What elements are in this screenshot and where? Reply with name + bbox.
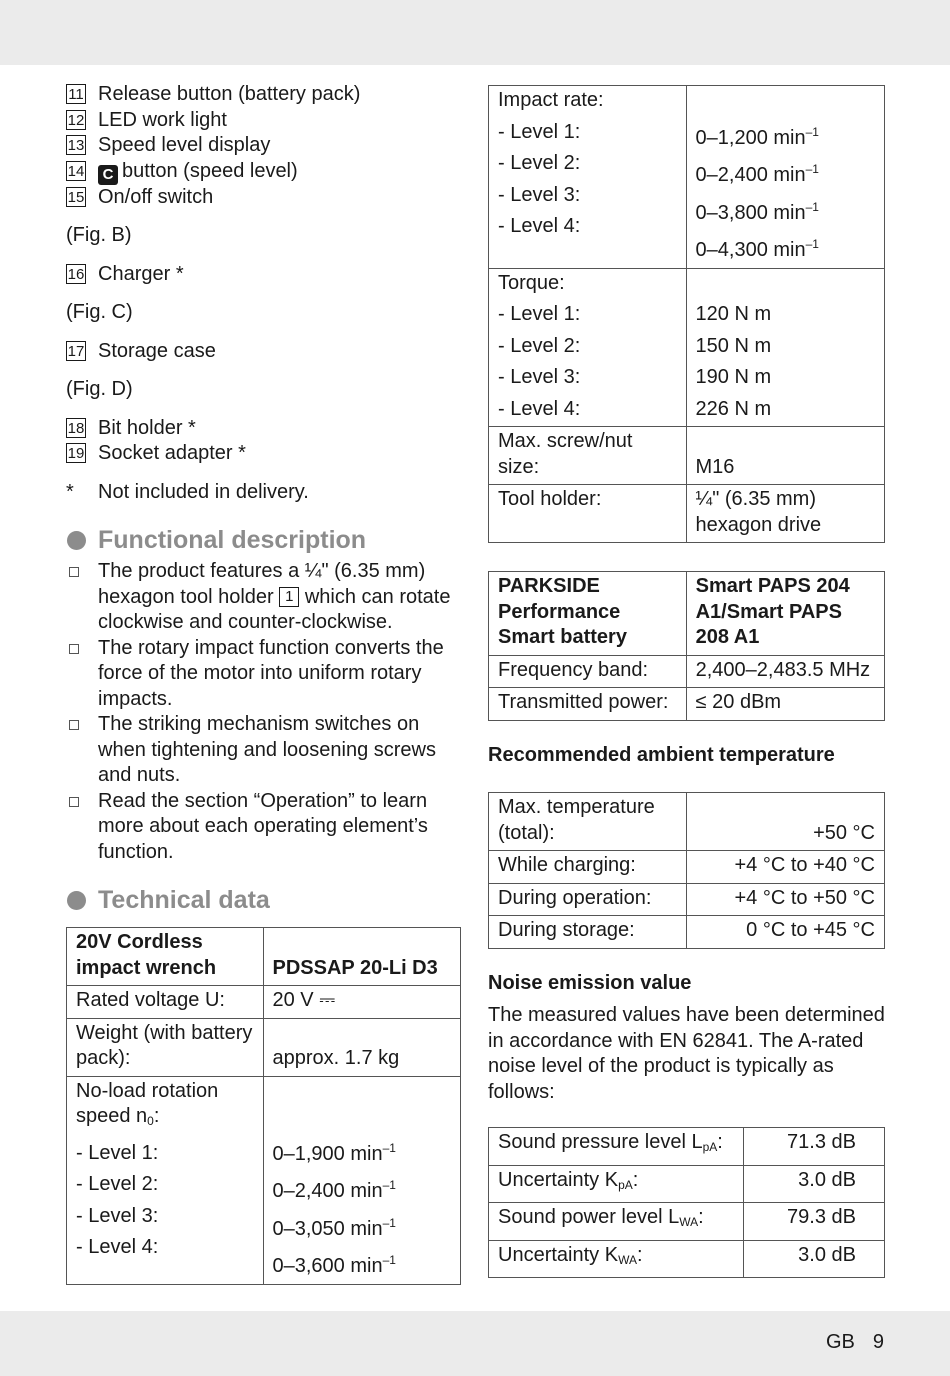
table-row — [489, 793, 885, 851]
noise-label: Uncertainty K — [498, 1168, 619, 1191]
table-row — [489, 883, 885, 916]
table-cell: +4 °C to +40 °C — [686, 851, 884, 884]
part-label: Socket adapter * — [98, 442, 246, 464]
part-label: Release button (battery pack) — [98, 83, 361, 105]
product-label: 20V Cordless impact wrench — [76, 931, 217, 979]
noise-table — [488, 1127, 885, 1278]
table-cell: ≤ 20 dBm — [686, 688, 884, 721]
noise-value: 79.3 — [787, 1206, 826, 1228]
table-cell — [744, 1128, 885, 1166]
table-row — [489, 688, 885, 721]
level-label: - Level 1: — [498, 303, 581, 325]
table-cell — [686, 572, 884, 656]
tech-data-table-continued — [488, 85, 885, 543]
table-cell — [489, 572, 687, 656]
noise-value: 71.3 — [787, 1131, 826, 1153]
level-value: 0–3,800 min — [695, 201, 806, 224]
colon: : — [698, 1206, 704, 1228]
figure-ref: (Fig. C) — [66, 301, 133, 323]
noise-unit: dB — [831, 1168, 856, 1191]
bullet-text: The rotary impact function converts the force of the motor into uniform rotary impacts. — [98, 636, 444, 710]
table-row — [489, 1240, 885, 1278]
ambient-heading: Recommended ambient temperature — [488, 743, 835, 766]
table-cell: Rated voltage U: — [67, 986, 264, 1019]
table-cell: Transmitted power: — [489, 688, 687, 721]
part-label: Bit holder * — [98, 416, 196, 439]
table-cell: M16 — [686, 427, 884, 485]
noise-unit: dB — [831, 1131, 856, 1153]
table-cell: While charging: — [489, 851, 687, 884]
colon: : — [153, 1105, 160, 1127]
bullet-text: The product features a ¼" (6.35 mm) hexagon tool holder — [98, 560, 426, 608]
superscript: –1 — [382, 1215, 396, 1230]
footnote-text: Not included in delivery. — [98, 480, 309, 503]
heading-text: Functional description — [98, 526, 367, 554]
table-cell: +4 °C to +50 °C — [686, 883, 884, 916]
level-value: 0–1,200 min — [695, 126, 806, 149]
part-item — [66, 133, 461, 159]
tech-data-table — [66, 927, 461, 1285]
level-value: 0–2,400 min — [695, 164, 806, 186]
level-label: - Level 2: — [76, 1173, 159, 1195]
checkbox-bullet-icon — [69, 567, 79, 577]
part-label: button (speed level) — [122, 159, 298, 182]
level-label: - Level 1: — [76, 1141, 159, 1164]
table-cell: +50 °C — [686, 793, 884, 851]
colon: : — [632, 1168, 639, 1191]
table-cell: 2,400–2,483.5 MHz — [686, 655, 884, 688]
heading-text: Technical data — [98, 886, 270, 914]
level-value: 0–2,400 min — [272, 1180, 383, 1202]
page-number: 9 — [872, 1331, 884, 1353]
table-cell: Frequency band: — [489, 655, 687, 688]
table-row — [489, 1203, 885, 1241]
noise-heading: Noise emission value — [488, 971, 692, 994]
part-number: 15 — [67, 188, 85, 206]
superscript: –1 — [805, 162, 819, 176]
list-item — [66, 712, 461, 789]
table-cell: During operation: — [489, 883, 687, 916]
part-item — [66, 108, 461, 134]
superscript: –1 — [805, 199, 819, 214]
part-number: 13 — [67, 137, 85, 154]
part-item — [66, 82, 461, 108]
table-cell: Weight (with battery pack): — [67, 1018, 264, 1076]
level-value: 0–1,900 min — [272, 1142, 383, 1165]
top-band — [0, 0, 950, 65]
level-label: - Level 4: — [76, 1236, 159, 1258]
part-label: Storage case — [98, 339, 216, 362]
part-item — [66, 262, 461, 288]
subscript: WA — [618, 1252, 637, 1267]
product-model: PDSSAP 20-Li D3 — [272, 956, 438, 979]
level-label: - Level 4: — [498, 215, 581, 237]
noise-unit: dB — [831, 1206, 856, 1228]
table-cell: During storage: — [489, 916, 687, 949]
table-row — [67, 986, 461, 1019]
table-cell — [489, 1165, 744, 1203]
noise-unit: dB — [831, 1243, 856, 1266]
table-row — [489, 572, 885, 656]
subscript: WA — [679, 1215, 699, 1229]
superscript: –1 — [805, 237, 819, 251]
table-row — [489, 1165, 885, 1203]
table-row — [489, 1128, 885, 1166]
noise-value: 3.0 — [798, 1168, 826, 1191]
dc-symbol-icon: ⎓ — [319, 989, 336, 1011]
part-label: LED work light — [98, 108, 227, 131]
table-cell — [489, 1240, 744, 1278]
ambient-table — [488, 792, 885, 949]
part-label: On/off switch — [98, 185, 214, 208]
list-item — [66, 789, 461, 866]
figure-ref: (Fig. B) — [66, 224, 132, 246]
bullet-dot-icon — [67, 891, 86, 910]
part-number: 14 — [67, 162, 85, 180]
table-row — [489, 485, 885, 543]
table-cell — [489, 1203, 744, 1241]
subscript: pA — [702, 1140, 718, 1154]
table-cell — [744, 1203, 885, 1241]
colon: : — [636, 1243, 643, 1266]
torque-label: Torque: — [498, 271, 565, 294]
impact-label: Impact rate: — [498, 89, 604, 111]
noise-value: 3.0 — [798, 1243, 826, 1266]
level-label: - Level 3: — [498, 183, 581, 206]
bullet-text: The striking mechanism switches on when tightening and loosening screws and nuts. — [98, 713, 436, 786]
noise-label: Sound pressure level L — [498, 1131, 703, 1153]
level-value: 120 N m — [695, 303, 772, 325]
part-item — [66, 416, 461, 442]
level-label: - Level 4: — [498, 397, 581, 420]
battery-label: PARKSIDE Performance Smart battery — [498, 575, 627, 648]
battery-table — [488, 571, 885, 721]
part-label: Speed level display — [98, 134, 271, 156]
part-number: 19 — [67, 445, 85, 462]
table-row — [489, 268, 885, 427]
part-number: 16 — [67, 265, 85, 283]
checkbox-bullet-icon — [69, 797, 79, 807]
table-cell — [744, 1240, 885, 1278]
table-cell — [67, 1076, 264, 1284]
footnote — [66, 480, 461, 506]
footnote-star: * — [66, 480, 74, 503]
level-value: 0–3,050 min — [272, 1217, 383, 1240]
level-label: - Level 1: — [498, 120, 581, 143]
table-cell — [744, 1165, 885, 1203]
superscript: –1 — [805, 124, 819, 139]
part-label: Charger * — [98, 262, 184, 285]
bullet-text: which can rotate clockwise and counter-clockwise. — [98, 585, 451, 633]
bullet-dot-icon — [67, 531, 86, 550]
part-item — [66, 441, 461, 467]
table-row — [67, 928, 461, 986]
superscript: –1 — [382, 1253, 396, 1267]
table-row — [489, 916, 885, 949]
level-value: 190 N m — [695, 366, 772, 388]
table-cell — [263, 986, 461, 1019]
table-row — [67, 1076, 461, 1284]
table-row — [489, 86, 885, 269]
language-code: GB — [825, 1331, 855, 1353]
table-cell: ¼" (6.35 mm) hexagon drive — [686, 485, 884, 543]
level-label: - Level 2: — [498, 334, 581, 357]
section-heading — [66, 885, 461, 915]
table-cell — [263, 928, 461, 986]
noise-text: The measured values have been determined in accordance with EN 62841. The A-rated noise level of the product is typically as follows: — [488, 1004, 885, 1103]
table-cell — [263, 1076, 461, 1284]
part-number: 12 — [67, 111, 85, 129]
table-cell — [686, 86, 884, 269]
feature-list — [66, 559, 461, 865]
table-row — [489, 427, 885, 485]
checkbox-bullet-icon — [69, 720, 79, 730]
ref-number: 1 — [279, 587, 299, 607]
table-row — [489, 655, 885, 688]
list-item — [66, 559, 461, 636]
table-cell: approx. 1.7 kg — [263, 1018, 461, 1076]
list-item — [66, 636, 461, 713]
table-cell — [686, 268, 884, 427]
level-value: 0–3,600 min — [272, 1255, 383, 1277]
table-cell: Max. screw/nut size: — [489, 427, 687, 485]
table-row — [67, 1018, 461, 1076]
part-number: 17 — [67, 342, 85, 360]
table-cell: Max. temperature (total): — [489, 793, 687, 851]
table-cell — [489, 1128, 744, 1166]
figure-ref: (Fig. D) — [66, 378, 133, 400]
subscript: pA — [618, 1177, 633, 1192]
level-value: 0–4,300 min — [695, 239, 806, 261]
noise-label: Sound power level L — [498, 1206, 680, 1228]
superscript: –1 — [382, 1178, 396, 1192]
part-number: 18 — [67, 419, 85, 437]
left-column — [66, 82, 461, 1285]
bullet-text: Read the section “Operation” to learn more about each operating element’s function. — [98, 789, 428, 863]
level-label: - Level 2: — [498, 152, 581, 174]
part-number: 11 — [66, 84, 86, 104]
section-heading — [66, 525, 461, 555]
right-column — [488, 85, 885, 1278]
noise-label: Uncertainty K — [498, 1243, 619, 1266]
part-item — [66, 185, 461, 211]
table-cell: Tool holder: — [489, 485, 687, 543]
table-cell — [489, 86, 687, 269]
table-cell — [489, 268, 687, 427]
level-label: - Level 3: — [498, 366, 581, 388]
colon: : — [717, 1131, 723, 1153]
speed-level-icon: C — [98, 165, 118, 185]
level-value: 150 N m — [695, 334, 772, 357]
noload-label: No-load rotation speed n — [76, 1079, 219, 1127]
voltage-value: 20 V — [272, 989, 314, 1011]
battery-model: Smart PAPS 204 A1/Smart PAPS 208 A1 — [695, 575, 850, 648]
superscript: –1 — [382, 1140, 396, 1155]
table-row — [489, 851, 885, 884]
level-label: - Level 3: — [76, 1204, 159, 1227]
table-cell: 0 °C to +45 °C — [686, 916, 884, 949]
page-footer — [808, 1331, 884, 1354]
level-value: 226 N m — [695, 397, 772, 420]
part-item — [66, 339, 461, 365]
table-cell — [67, 928, 264, 986]
checkbox-bullet-icon — [69, 644, 79, 654]
subscript: 0 — [147, 1114, 154, 1128]
part-item — [66, 159, 461, 185]
